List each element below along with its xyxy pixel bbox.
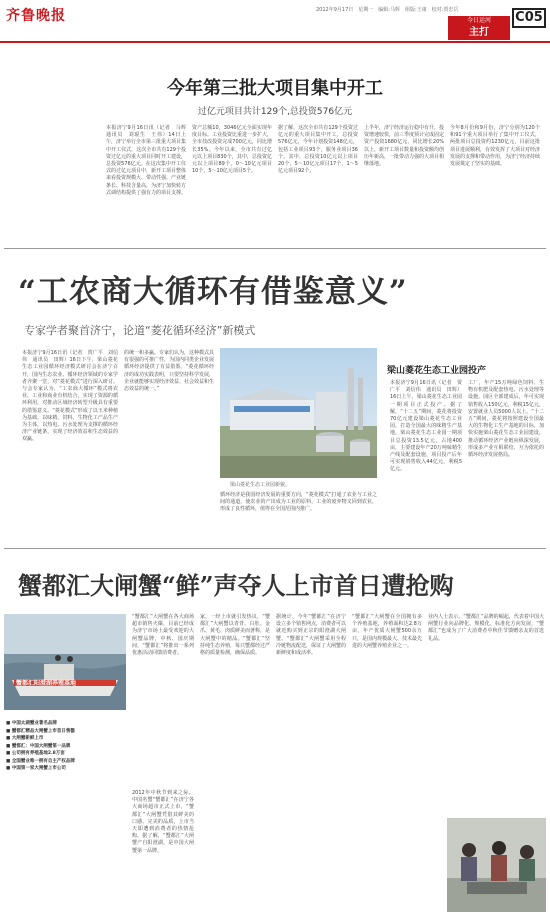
newspaper-logo: 齐鲁晚报 — [6, 8, 66, 24]
boat-banner-text: 蟹都汇阳澄湖养殖基地 — [16, 680, 77, 687]
market-photo — [447, 818, 546, 912]
lake-boat-photo — [4, 614, 126, 710]
article3-column-2: 家，一经上市就引发热议，“蟹都汇”大闸蟹以青背、白肚、金爪、黄毛、肉质鲜美而著称，是大闸蟹中的精品。“蟹都汇”坚持纯生态养殖，每只蟹都经过严格的质量检测，确保品质。 — [200, 614, 271, 657]
page-number: C05 — [512, 8, 546, 28]
sidebar-column-2: 工厂，年产15万吨绿色饲料、生物有机肥及配套热电、污水处理等设施。园区全部建成后，年可实现销售收入150亿元，利税15亿元，安置就业人员5000人以上。“十二五”期间，菱花将按照建设全国最大的生物化工生产基地的目标，加快实施梁山菱花生态工业园建设，推动循环经济产业链向纵深发展，形成多产业互相联结、互为依托的循环经济发展格局。 — [468, 380, 544, 459]
article3-column-4: “蟹都汇”大闸蟹在全国拥有多个养殖基地，养殖面积达2.8万亩，年产优质大闸蟹500余万只，是国内规模最大、技术最先进的大闸蟹养殖企业之一。 — [352, 614, 423, 649]
section-divider — [4, 248, 546, 249]
highlight-item: ■ 中国太湖蟹业著名品牌 — [6, 721, 57, 726]
shoppers-illustration — [447, 818, 546, 912]
section-title: 主打 — [448, 26, 510, 40]
highlights-list — [6, 720, 124, 773]
article1-column-1: 本报济宁9月16日讯（记者 马辉 通讯员 刘琨生 王伟）14日上午，济宁举行全市第三批重大项目集中开工仪式，这次全市共有129个投资过亿元的重大项目同时开工建设，总投资576亿元。在这次集中开工仪式的过亿元项目中，新开工项目整体来看投资规模大、带动性强、产业链条长、科技含量高，为济宁加快转方式调结构提供了强有力的项目支撑。 — [106, 125, 192, 196]
article2-column-1: 本报济宁9月16日讯（记者 贾广平 刘信伟 通讯员 田辉）16日下午，梁山菱花生态工业园循环经济模式研讨会在济宁召开，国内生态农业、循环经济领域的专家学者齐聚一堂，对“菱花模式”进行深入研讨。与会专家认为，“工农商大循环”模式将农业、工业和商业有机结合，实现了资源的循环利用，对推动区域经济转型升级具有重要的借鉴意义。“菱花模式”形成了以玉米种植为基础，以味精、饲料、生物化工产品生产为主体，以热电、污水处理为支撑的循环经济产业链条，实现了经济效益和生态效益的双赢。 — [22, 350, 118, 443]
highlight-item: ■ 全国蟹业唯一拥有自主产权品牌 — [6, 758, 75, 764]
article2-column-3: 循环经济是我国经济发展的重要方向，“菱花模式”打通了农业与工业之间的通道，使农业的产出成为工业的原料，工业的废弃物又回到农业，形成了良性循环，值得在全国范围内推广。 — [220, 492, 377, 513]
article3-column-6: “蟹都汇”大闸蟹在各大商场超市销售火爆，目前已经成为济宁市场上最受欢迎的大闸蟹品牌，中秋、国庆期间，“蟹都汇”将推出一系列优惠活动回馈消费者。 — [132, 614, 194, 657]
factory-illustration — [220, 348, 377, 478]
section-badge: 今日运河 — [448, 16, 510, 26]
highlight-item: ■ 中国第一家大闸蟹上市公司 — [6, 766, 66, 771]
highlight-item: ■ 公司拥有养殖基地2.8万亩 — [6, 751, 65, 756]
article1-column-4: 上半年，济宁经济运行稳中有升，投资增速较快，前三季度预计完成固定资产投资1680亿元，同比增长20%以上，新开工项目数量和投资额均创历年新高，一批带动力强的大项目相继落地。 — [364, 125, 445, 168]
factory-photo — [220, 348, 377, 478]
date-line: 2012年9月17日 星期一 编辑:马辉 组版:王康 校对:贾忠岳 — [316, 7, 459, 13]
sidebar-column-1: 本报济宁9月16日讯（记者 贾广平 刘信伟 通讯员 田辉）16日上午，梁山菱花生态工业园一期项目正式投产。据了解，“十二五”期间，菱花将投资70亿元建设梁山菱花生态工业园，打造全国最大的味精生产基地。梁山菱花生态工业园一期项目总投资13.5亿元，占地400亩，主要建设年产20万吨味精生产线及配套设施，项目投产后年可实现销售收入44亿元，利税5亿元。 — [390, 380, 462, 473]
highlight-item: ■ 蟹都汇：中国大闸蟹第一品牌 — [6, 743, 71, 749]
boat-illustration — [4, 614, 126, 710]
article3-column-1: 2012年中秋节到来之际，中国名蟹“蟹都汇”在济宁各大商场超市正式上市，“蟹都汇”大闸蟹凭借其鲜美的口感、完美的品质，上市当天即遭到消费者的热情抢购。据了解，“蟹都汇”大闸蟹产自阳澄湖，是中国大闸蟹第一品牌。 — [132, 790, 194, 854]
section-divider — [4, 548, 546, 549]
article1-subheadline: 过亿元项目共计129个,总投资576亿元 — [197, 107, 353, 117]
article1-headline: 今年第三批大项目集中开工 — [167, 78, 383, 99]
article3-headline: 蟹都汇大闸蟹“鲜”声夺人上市首日遭抢购 — [18, 571, 454, 600]
highlight-item: ■ 蟹都汇精品大闸蟹上市首日售罄 — [6, 728, 75, 734]
highlight-item: ■ 大闸蟹新鲜上市 — [6, 736, 44, 741]
masthead — [0, 0, 550, 40]
article1-column-2: 资产总额10，3046亿元全面实现年度目标。工业投资比重进一步扩大，全市技改投资完成700亿元，同比增长35%。今年以来，全市共有过亿元以上项目830个，其中，总投资亿元以上项目89个，0～10亿元项目10个，5～10亿元项目5个。 — [192, 125, 273, 175]
masthead-divider — [0, 41, 550, 43]
article1-column-3: 据了解，这次全市共有129个投资过亿元的重大项目集中开工，总投资576亿元，今年计划投资148亿元，包括工业项目93个，服务业项目36个。其中，总投资10亿元以上项目20个，5～10亿元项目17个，1～5亿元项目92个。 — [278, 125, 358, 175]
sidebar-headline: 梁山菱花生态工业园投产 — [387, 366, 487, 376]
article2-subheadline: 专家学者聚首济宁，论道“菱花循环经济”新模式 — [24, 324, 256, 337]
article2-headline: “工农商大循环有借鉴意义” — [18, 274, 408, 310]
photo-caption: 梁山菱花生态工业园新貌。 — [230, 482, 291, 488]
article3-column-3: 据统计，今年“蟹都汇”在济宁设立多个销售网点，消费者可以就近购买到正宗的阳澄湖大闸蟹。“蟹都汇”大闸蟹采用全程冷链物流配送，保证了大闸蟹的新鲜度和成活率。 — [276, 614, 347, 657]
article3-column-5: 业内人士表示，“蟹都汇”品牌的崛起，代表着中国大闸蟹行业向品牌化、规模化、标准化方向发展，“蟹都汇”也成为了广大消费者中秋佳节馈赠亲友的首选礼品。 — [428, 614, 544, 642]
article2-column-2: 的统一和多赢。专家们认为，这种模式具有很强的可推广性，为国内同类企业发展循环经济提供了有益借鉴。“菱花循环经济的成功实践表明，只要坚持科学发展，企业就能够实现经济效益、社会效益和生态效益的统一。” — [124, 350, 215, 393]
article1-column-5: 今年8月份和9月份，济宁分别为120个和91个重大项目举行了集中开工仪式，两批项目总投资约1230亿元，目前这批项目进展顺利，有效发挥了大项目对经济发展的支撑和带动作用，为济宁经济持续发展奠定了坚实的基础。 — [450, 125, 541, 168]
